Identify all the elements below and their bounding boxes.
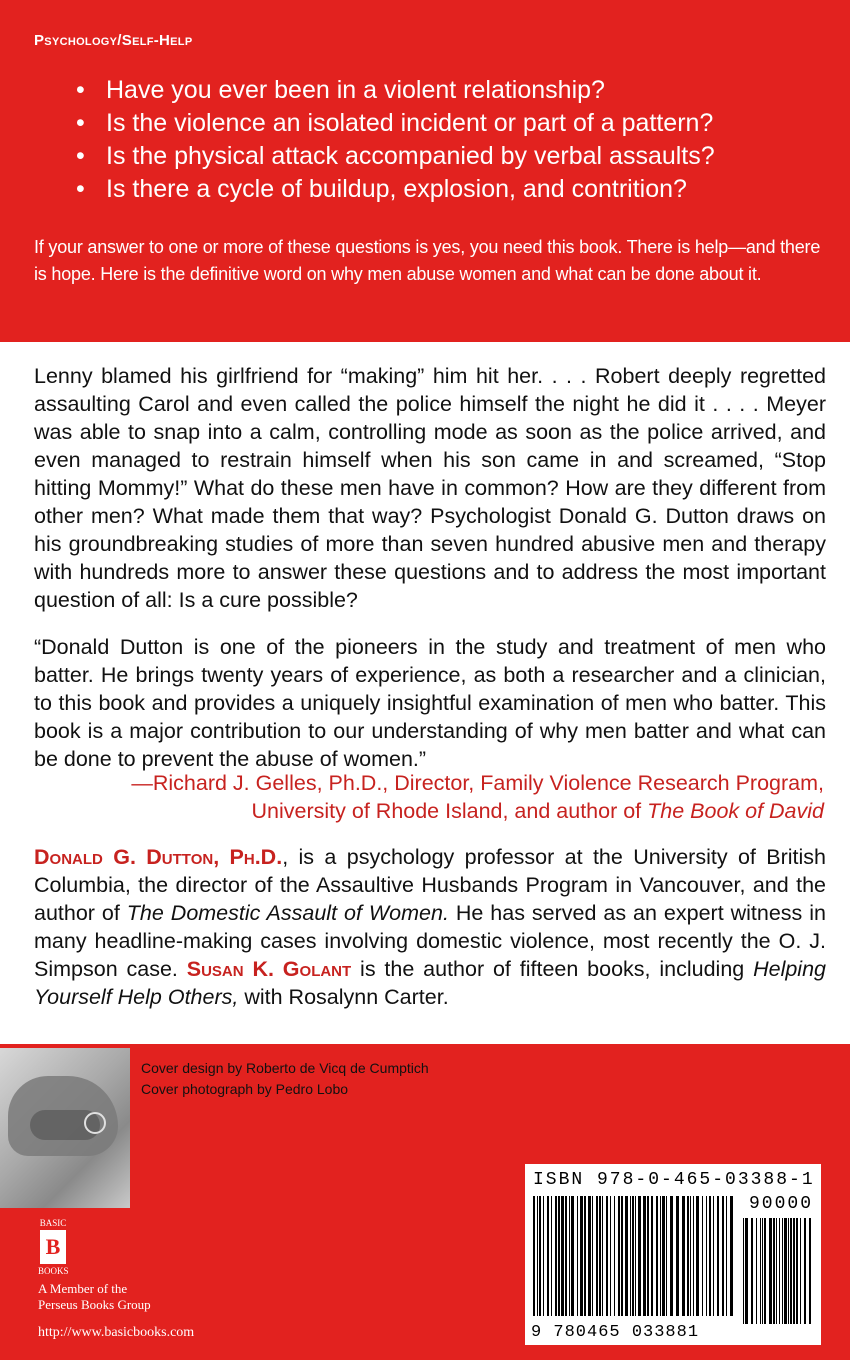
publisher-logo: BASIC B BOOKS [38, 1218, 69, 1276]
cover-design-credit: Cover design by Roberto de Vicq de Cumptich [141, 1060, 429, 1076]
category-label: Psychology/Self-Help [34, 32, 193, 49]
question-item: • Is the violence an isolated incident or part of a pattern? [76, 107, 836, 140]
barcode-bars [531, 1196, 815, 1324]
cover-credits [141, 1058, 429, 1100]
attribution-line-1: —Richard J. Gelles, Ph.D., Director, Family Violence Research Program, [131, 771, 824, 795]
endorsement-attribution [64, 769, 824, 825]
bullet-icon: • [76, 175, 85, 203]
question-item: • Is the physical attack accompanied by verbal assaults? [76, 140, 836, 173]
author-bio: Donald G. Dutton, Ph.D., is a psychology professor at the University of British Columbia, the director of the Assaultive Husbands Program in Vancouver, and the author of The Domestic Assault of Women. He has served as an expert witness in many headline-making cases involving domestic violence, most recently the O. J. Simpson case. Susan K. Golant is the author of fifteen books, including Helping Yourself Help Others, with Rosalynn Carter. [34, 845, 827, 1009]
question-list [76, 74, 836, 206]
book-blurb: Lenny blamed his girlfriend for “making” him hit her. . . . Robert deeply regretted assaulting Carol and even called the police himself the night he did it . . . . Meyer was able to snap into a calm, controlling mode as soon as the police arrived, and even managed to restrain himself when his son came in and screamed, “Stop hitting Mommy!” What do these men have in common? How are they different from other men? What made them that way? Psychologist Donald G. Dutton draws on his groundbreaking studies of more than seven hundred abusive men and therapy with hundreds more to answer these questions and to address the most important question of all: Is a cure possible? [34, 364, 826, 612]
author-name-1: Donald G. Dutton, Ph.D. [34, 845, 283, 869]
attribution-book-title: The Book of David [647, 799, 824, 823]
attribution-line-2: University of Rhode Island, and author of The Book of David [251, 799, 824, 823]
fist-photo [0, 1048, 130, 1208]
barcode-digits: 9 780465 033881 [531, 1323, 731, 1342]
cover-photo-credit: Cover photograph by Pedro Lobo [141, 1081, 349, 1097]
question-item: • Have you ever been in a violent relationship? [76, 74, 836, 107]
author-name-2: Susan K. Golant [186, 957, 352, 981]
top-red-band [0, 0, 850, 342]
intro-text: If your answer to one or more of these questions is yes, you need this book. There is help—and there is hope. Here is the definitive word on why men abuse women and what can be done about it. [34, 237, 821, 284]
bullet-icon: • [76, 76, 85, 104]
isbn-barcode [525, 1164, 821, 1345]
price-addon: 90000 [748, 1194, 813, 1214]
bio-book-title-2: Helping Yourself Help Others, [34, 957, 827, 1009]
basic-books-logo-icon: B [40, 1230, 66, 1264]
bio-book-title-1: The Domestic Assault of Women. [126, 901, 449, 925]
publisher-membership: A Member of the Perseus Books Group [38, 1281, 151, 1312]
bullet-icon: • [76, 109, 85, 137]
isbn-text: ISBN 978-0-465-03388-1 [533, 1170, 815, 1190]
publisher-url: http://www.basicbooks.com [38, 1325, 195, 1340]
bullet-icon: • [76, 142, 85, 170]
endorsement-quote: “Donald Dutton is one of the pioneers in the study and treatment of men who batter. He brings twenty years of experience, as both a researcher and a clinician, to this book and provides a uniquely insightful examination of men who batter. This book is a major contribution to our understanding of why men batter and what can be done to prevent the abuse of women.” [34, 635, 826, 771]
question-item: • Is there a cycle of buildup, explosion, and contrition? [76, 173, 836, 206]
